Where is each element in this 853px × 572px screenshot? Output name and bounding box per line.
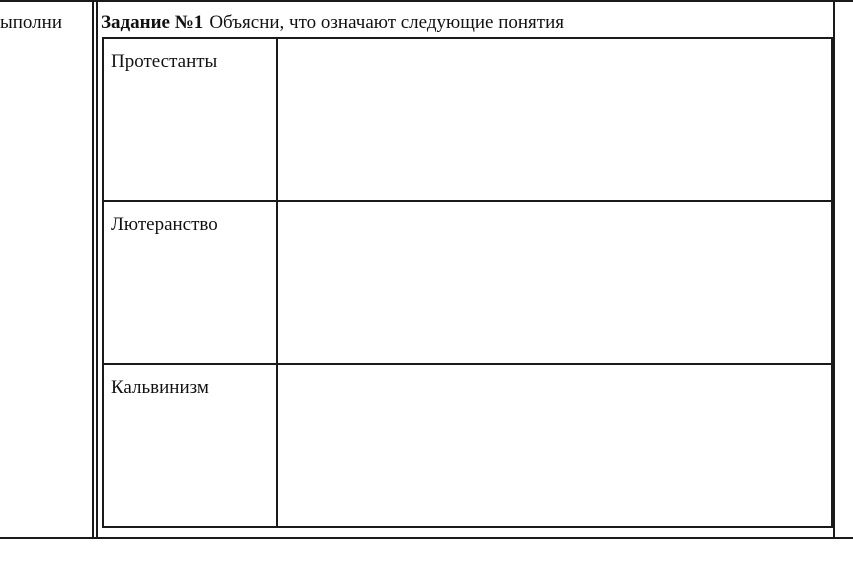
answer-cell-protestants[interactable] bbox=[277, 38, 832, 201]
answer-cell-lutheranism[interactable] bbox=[277, 201, 832, 364]
right-border-line bbox=[833, 0, 835, 539]
left-column-text: ыполни bbox=[0, 12, 63, 33]
answer-cell-calvinism[interactable] bbox=[277, 364, 832, 527]
term-cell-calvinism: Кальвинизм bbox=[103, 364, 277, 527]
terms-table bbox=[102, 37, 833, 528]
task-heading bbox=[101, 12, 564, 34]
column-divider-line-2 bbox=[96, 0, 98, 539]
task-instruction: Объясни, что означают следующие понятия bbox=[209, 12, 564, 33]
term-cell-protestants: Протестанты bbox=[103, 38, 277, 201]
table-row bbox=[103, 201, 832, 364]
term-cell-lutheranism: Лютеранство bbox=[103, 201, 277, 364]
table-row bbox=[103, 364, 832, 527]
task-number: Задание №1 bbox=[101, 12, 204, 33]
column-divider-line-1 bbox=[92, 0, 94, 539]
top-border-line bbox=[0, 0, 853, 2]
bottom-border-line bbox=[0, 537, 853, 539]
table-row bbox=[103, 38, 832, 201]
